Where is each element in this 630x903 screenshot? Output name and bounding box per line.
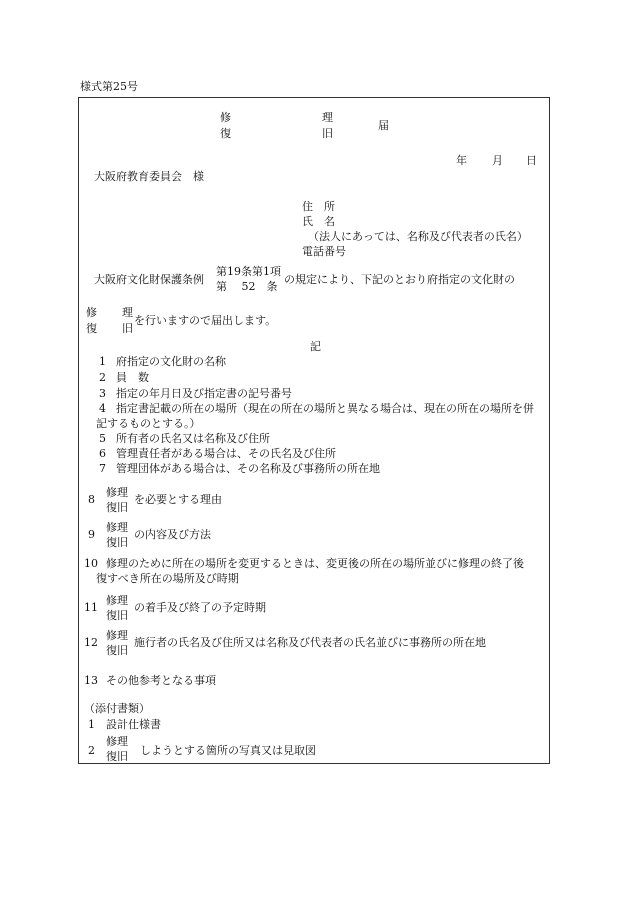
date-year: 年 (456, 154, 467, 167)
item-text: その他参考となる事項 (106, 674, 216, 687)
item-stacked-label: 修理 復旧 (106, 521, 128, 550)
item-text: 施行者の氏名及び住所又は名称及び代表者の氏名並びに事務所の所在地 (134, 636, 486, 649)
attachment-text: 設計仕様書 (106, 718, 161, 731)
list-item: 1 府指定の文化財の名称 (99, 355, 226, 368)
attachment-number: 2 (88, 744, 95, 757)
title-col2: 理 旧 (322, 111, 333, 140)
statement-ordinance: 大阪府文化財保護条例 (94, 273, 204, 286)
closing-col2: 理 旧 (122, 306, 133, 335)
item-number: 8 (88, 493, 95, 506)
item-stacked-label: 修理 復旧 (106, 594, 128, 623)
closing-rest: を行いますので届出します。 (134, 314, 277, 327)
item-text: を必要とする理由 (134, 493, 222, 506)
list-item: 3 指定の年月日及び指定書の記号番号 (99, 387, 292, 400)
item-text: 修理のために所在の場所を変更するときは、変更後の所在の場所並びに修理の終了後 (106, 557, 524, 570)
list-item-continuation: 復すべき所在の場所及び時期 (96, 572, 239, 585)
attachments-heading: （添付書類） (84, 702, 150, 715)
list-item: 4 指定書記載の所在の場所（現在の所在の場所と異なる場合は、現在の所在の場所を併 (99, 402, 534, 415)
list-item: 2 員 数 (99, 371, 149, 384)
item-stacked-label: 修理 復旧 (106, 735, 128, 764)
ki-heading: 記 (310, 340, 321, 353)
attachment-number: 1 (88, 718, 95, 731)
closing-col1: 修 復 (86, 306, 97, 335)
applicant-corp-note: （法人にあっては、名称及び代表者の氏名） (308, 230, 528, 243)
list-item-continuation: 記するものとする。） (96, 417, 201, 430)
item-number: 11 (84, 601, 98, 614)
list-item: 5 所有者の氏名又は名称及び住所 (99, 432, 270, 445)
item-stacked-label: 修理 復旧 (106, 629, 128, 658)
applicant-name-label: 氏 名 (302, 215, 335, 228)
date-day: 日 (526, 154, 537, 167)
list-item: 6 管理責任者がある場合は、その氏名及び住所 (99, 447, 336, 460)
title-suffix: 届 (378, 119, 389, 132)
item-number: 9 (88, 528, 95, 541)
date-month: 月 (492, 154, 503, 167)
statement-article: 第19条第1項 第 52 条 (216, 265, 281, 293)
item-number: 12 (84, 636, 98, 649)
item-number: 10 (84, 557, 98, 570)
statement-rest: の規定により、下記のとおり府指定の文化財の (284, 273, 515, 286)
item-stacked-label: 修理 復旧 (106, 486, 128, 515)
applicant-address-label: 住 所 (302, 200, 335, 213)
form-number: 様式第25号 (80, 80, 138, 93)
list-item: 7 管理団体がある場合は、その名称及び事務所の所在地 (99, 462, 380, 475)
applicant-phone-label: 電話番号 (302, 245, 346, 258)
title-col1: 修 復 (220, 111, 231, 140)
item-text: の内容及び方法 (134, 528, 211, 541)
attachment-text: しようとする箇所の写真又は見取図 (140, 744, 316, 757)
addressee: 大阪府教育委員会 様 (94, 170, 204, 183)
item-text: の着手及び終了の予定時期 (134, 601, 266, 614)
item-number: 13 (84, 674, 98, 687)
